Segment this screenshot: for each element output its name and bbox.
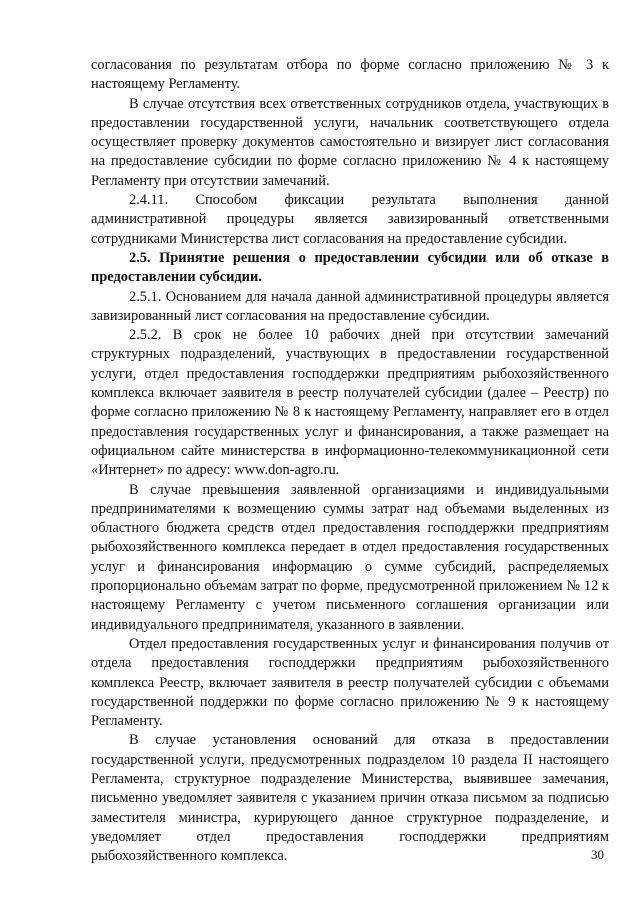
paragraph-excess-costs: В случае превышения заявленной организациями и индивидуальными предпринимателями к возмещению суммы затрат над объемами выделенных из областного бюджета средств отдел предоставления господдержки предприятиям рыбохозяйственного комплекса передает в отдел предоставления государственных услуг и финансирования информацию о сумме субсидий, распределяемых пропорционально объемам затрат по форме, предусмотренной приложением № 12 к настоящему Регламенту с учетом письменного соглашения организации или индивидуального предпринимателя, указанного в заявлении.: [91, 481, 609, 633]
section-heading-2-5: 2.5. Принятие решения о предоставлении субсидии или об отказе в предоставлении субсидии.: [91, 249, 609, 286]
paragraph-2-5-1: 2.5.1. Основанием для начала данной административной процедуры является завизированный лист согласования на предоставление субсидии.: [91, 288, 609, 324]
paragraph-absence-of-staff: В случае отсутствия всех ответственных сотрудников отдела, участвующих в предоставлении государственной услуги, начальник соответствующего отдела осуществляет проверку документов самостоятельно и визирует лист согласования на предоставление субсидии по форме согласно приложению № 4 к настоящему Регламенту при отсутствии замечаний.: [91, 95, 609, 189]
paragraph-finance-department: Отдел предоставления государственных услуг и финансирования получив от отдела предоставления господдержки предприятиям рыбохозяйственного комплекса Реестр, включает заявителя в реестр получателей субсидии с объемами государственной поддержки по форме согласно приложению № 9 к настоящему Регламенту.: [91, 635, 609, 730]
paragraph-refusal-grounds: В случае установления оснований для отказа в предоставлении государственной услуги, предусмотренных подразделом 10 раздела II настоящего Регламента, структурное подразделение Министерства, выявившее замечания, письменно уведомляет заявителя с указанием причин отказа письмом за подписью заместителя министра, курирующего данное структурное подразделение, и уведомляет отдел предоставления господдержки предприятиям рыбохозяйственного комплекса.: [91, 732, 609, 865]
paragraph-2-5-2: 2.5.2. В срок не более 10 рабочих дней при отсутствии замечаний структурных подразделений, участвующих в предоставлении государственной услуги, отдел предоставления господдержки предприятиям рыбохозяйственного комплекса включает заявителя в реестр получателей субсидии (далее – Реестр) по форме согласно приложению № 8 к настоящему Регламенту, направляет его в отдел предоставления государственных услуг и финансирования, а также размещает на официальном сайте министерства в информационно-телекоммуникационной сети «Интернет» по адресу: www.don-agro.ru.: [91, 327, 609, 479]
document-page: [91, 56, 609, 866]
page-number: 30: [591, 847, 604, 862]
paragraph-2-4-11: 2.4.11. Способом фиксации результата выполнения данной административной процедуры является завизированный ответственными сотрудниками Министерства лист согласования на предоставление субсидии.: [91, 192, 609, 247]
paragraph-continuation: согласования по результатам отбора по форме согласно приложению № 3 к настоящему Регламенту.: [91, 57, 609, 93]
